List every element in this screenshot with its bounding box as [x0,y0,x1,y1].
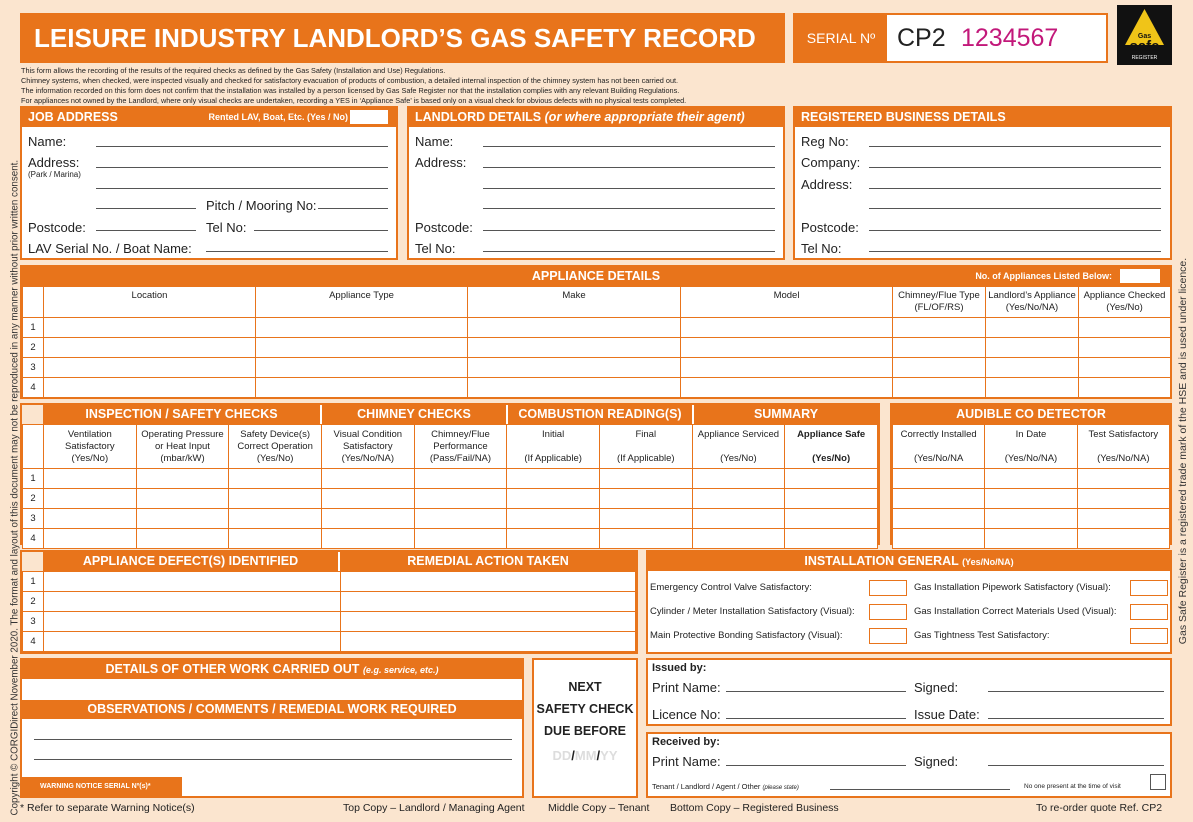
install-item: Gas Installation Pipework Satisfactory (Visual): [914,582,1111,593]
appliance-details-section [20,265,1172,399]
install-input[interactable] [869,628,907,644]
issued-print-label: Print Name: [652,680,721,695]
job-name-field[interactable] [96,146,388,147]
install-input[interactable] [1130,604,1168,620]
table-row: 4 [23,529,878,549]
row-number: 1 [23,318,44,338]
next-check-section [532,658,638,798]
reg-field[interactable] [869,146,1161,147]
issue-date-field[interactable] [988,718,1164,719]
form-title: LEISURE INDUSTRY LANDLORD’S GAS SAFETY RECORD [20,13,785,63]
appliance-count-label: No. of Appliances Listed Below: [975,271,1112,281]
job-address-header: JOB ADDRESS Rented LAV, Boat, Etc. (Yes / No) [22,108,396,127]
install-input[interactable] [1130,628,1168,644]
safety-check-label: SAFETY CHECK [536,702,634,716]
landlord-tel-field[interactable] [483,251,775,252]
received-by-section [646,732,1172,798]
cell[interactable] [468,318,681,338]
intro-line: For appliances not owned by the Landlord, where only visual checks are undertaken, recording a YES in ‘Appliance Safe’ is based only on a visual check for obvious defects with no physical tests completed. [21,96,687,105]
footer-top-copy: Top Copy – Landlord / Managing Agent [343,802,525,814]
cell[interactable] [681,338,893,358]
install-item: Emergency Control Valve Satisfactory: [650,582,812,593]
business-address-label: Address: [801,177,853,192]
business-tel-label: Tel No: [801,241,842,256]
cell[interactable] [44,318,256,338]
chimney-header: CHIMNEY CHECKS [322,405,508,424]
cell[interactable] [893,318,986,338]
install-item: Gas Tightness Test Satisfactory: [914,630,1050,641]
footer-middle-copy: Middle Copy – Tenant [548,802,650,814]
cell[interactable] [1079,318,1171,338]
table-row: 1 [23,469,878,489]
job-tel-field[interactable] [254,230,388,231]
landlord-tel-label: Tel No: [415,241,456,256]
landlord-address-field[interactable] [483,188,775,189]
next-label: NEXT [568,680,602,694]
co-table: Correctly Installed (Yes/No/NA In Date (Yes/No/NA) Test Satisfactory (Yes/No/NA) [892,424,1170,549]
received-signed-field[interactable] [988,765,1164,766]
other-work-header: DETAILS OF OTHER WORK CARRIED OUT (e.g. service, etc.) [22,660,522,679]
row-number: 2 [23,338,44,358]
business-section [793,106,1172,260]
received-print-field[interactable] [726,765,906,766]
col-appliance-type: Appliance Type [256,287,468,318]
company-field[interactable] [869,167,1161,168]
role-label: Tenant / Landlord / Agent / Other (please state) [652,782,799,791]
job-address-section [20,106,398,260]
landlord-header: LANDLORD DETAILS (or where appropriate their agent) [409,108,783,127]
table-row [23,318,1171,338]
received-signed-label: Signed: [914,754,959,769]
col-make: Make [468,287,681,318]
business-postcode-field[interactable] [869,230,1161,231]
observations-header: OBSERVATIONS / COMMENTS / REMEDIAL WORK REQUIRED [22,700,522,719]
install-input[interactable] [869,604,907,620]
trademark-side: Gas Safe Register is a registered trade mark of the HSE and is used under licence. [1177,257,1189,645]
cell[interactable] [986,318,1079,338]
footer-bottom-copy: Bottom Copy – Registered Business [670,802,839,814]
appliance-table [22,286,1171,398]
job-address-label: Address: [28,155,80,170]
park-marina-label: (Park / Marina) [28,170,81,179]
table-row [23,358,1171,378]
table-row [23,378,1171,398]
intro-line: This form allows the recording of the results of the required checks as defined by the Gas Safety (Installation and Use) Regulations. [21,66,446,75]
logo-safe: safe [1129,38,1160,55]
col-model: Model [681,287,893,318]
landlord-postcode-label: Postcode: [415,220,473,235]
issued-print-field[interactable] [726,691,906,692]
defects-table: 1 2 3 4 [22,571,636,652]
job-address-field[interactable] [96,208,196,209]
table-row: 3 [23,509,878,529]
logo-gas: Gas [1137,33,1152,40]
job-postcode-label: Postcode: [28,220,86,235]
serial-prefix: CP2 [897,24,946,52]
col-location: Location [44,287,256,318]
licence-label: Licence No: [652,707,721,722]
defects-section [20,550,638,654]
logo-register: REGISTER [1131,55,1158,61]
intro-line: Chimney systems, when checked, were inspected visually and checked for satisfactory evacuation of products of combustion, a detailed internal inspection of the chimney system has not been carried out. [21,76,679,85]
issued-by-section [646,658,1172,726]
cell[interactable] [1079,338,1171,358]
rented-label: Rented LAV, Boat, Etc. (Yes / No) [208,112,348,122]
co-detector-section [890,403,1172,545]
cell[interactable] [681,318,893,338]
cell[interactable] [1079,358,1171,378]
install-input[interactable] [1130,580,1168,596]
cell[interactable] [256,378,468,398]
pitch-label: Pitch / Mooring No: [206,198,317,213]
cell[interactable] [468,378,681,398]
next-date-field[interactable]: DD/MM/YY [552,748,618,763]
business-address-field[interactable] [869,208,1161,209]
job-postcode-field[interactable] [96,230,196,231]
installation-section [646,550,1172,654]
col-landlord-appliance: Landlord’s Appliance (Yes/No/NA) [986,287,1079,318]
reg-label: Reg No: [801,134,849,149]
licence-field[interactable] [726,718,906,719]
landlord-postcode-field[interactable] [483,230,775,231]
co-detector-header: AUDIBLE CO DETECTOR [892,405,1170,424]
install-item: Cylinder / Meter Installation Satisfactory (Visual): [650,606,855,617]
landlord-address-field[interactable] [483,167,775,168]
install-item: Gas Installation Correct Materials Used (Visual): [914,606,1117,617]
job-tel-label: Tel No: [206,220,247,235]
row-number: 4 [23,378,44,398]
col-flue-type: Chimney/Flue Type (FL/OF/RS) [893,287,986,318]
gas-safe-logo [1117,5,1172,65]
cell[interactable] [44,338,256,358]
issued-signed-label: Signed: [914,680,959,695]
issued-by-label: Issued by: [652,662,707,674]
rented-input[interactable] [350,110,388,124]
copyright-side: Copyright © CORGIDirect November 2020. The format and layout of this document may not be reproduced in any manner without prior written consent. [9,159,21,816]
appliance-count-input[interactable] [1120,269,1160,283]
cell[interactable] [468,358,681,378]
job-address-field[interactable] [96,188,388,189]
no-one-present-checkbox[interactable] [1150,774,1166,790]
business-tel-field[interactable] [869,251,1161,252]
intro-line: The information recorded on this form does not confirm that the installation was installed by a person licensed by Gas Safe Register nor that the installation complies with any relevant Building Regulations. [21,86,680,95]
cell[interactable] [681,358,893,378]
appliance-header: APPLIANCE DETAILS No. of Appliances Listed Below: [22,267,1170,286]
landlord-section [407,106,785,260]
issued-signed-field[interactable] [988,691,1164,692]
serial-box [793,13,1108,63]
inspection-header: INSPECTION / SAFETY CHECKS [43,405,322,424]
lav-label: LAV Serial No. / Boat Name: [28,241,192,256]
received-print-label: Print Name: [652,754,721,769]
col-appliance-checked: Appliance Checked (Yes/No) [1079,287,1171,318]
combustion-header: COMBUSTION READING(S) [508,405,694,424]
cell[interactable] [893,378,986,398]
other-work-field[interactable] [22,679,522,700]
cell[interactable] [986,378,1079,398]
cell[interactable] [44,358,256,378]
cell[interactable] [256,358,468,378]
blank-cell [23,287,44,318]
cell[interactable] [44,378,256,398]
role-field[interactable] [830,789,1010,790]
intro-text [21,66,801,106]
landlord-address-label: Address: [415,155,467,170]
checks-headers [22,405,878,424]
business-address-field[interactable] [869,188,1161,189]
due-before-label: DUE BEFORE [544,724,626,738]
other-work-section [20,658,524,798]
install-item: Main Protective Bonding Satisfactory (Visual): [650,630,843,641]
job-address-field[interactable] [96,167,388,168]
summary-header: SUMMARY [694,405,878,424]
cell[interactable] [986,338,1079,358]
pitch-field[interactable] [318,208,388,209]
footer-reorder: To re-order quote Ref. CP2 [1036,802,1163,814]
business-postcode-label: Postcode: [801,220,859,235]
remedial-header: REMEDIAL ACTION TAKEN [340,552,636,571]
landlord-address-field[interactable] [483,208,775,209]
received-by-label: Received by: [652,736,720,748]
cell[interactable] [468,338,681,358]
checks-col-headers: Ventilation Satisfactory (Yes/No) Operating Pressure or Heat Input (mbar/kW) Safety Device(s) Correct Operation (Yes/No) Visual Condition Satisfactory (Yes/No/NA) Chimney/Flue Performance (Pass/Fail/NA) Initial (If Applicable) Final (If Applicable) Appliance Serviced (Yes/No) Appliance Safe (Yes/No) [23,425,878,469]
checks-table [22,424,878,549]
company-label: Company: [801,155,861,170]
table-row: 2 [23,489,878,509]
serial-label: SERIAL Nº [795,15,887,61]
cell[interactable] [893,338,986,358]
serial-number: 1234567 [961,24,1059,52]
landlord-name-field[interactable] [483,146,775,147]
lav-field[interactable] [206,251,388,252]
install-input[interactable] [869,580,907,596]
no-one-present-label: No one present at the time of visit [1024,783,1121,790]
warning-notice-label: WARNING NOTICE SERIAL Nº(s)* [22,777,182,796]
table-row [23,338,1171,358]
cell[interactable] [986,358,1079,378]
observations-line[interactable] [34,739,512,740]
cell[interactable] [681,378,893,398]
cell[interactable] [893,358,986,378]
landlord-name-label: Name: [415,134,454,149]
footer-note: * Refer to separate Warning Notice(s) [20,802,195,814]
issue-date-label: Issue Date: [914,707,980,722]
row-number: 3 [23,358,44,378]
cell[interactable] [256,338,468,358]
job-name-label: Name: [28,134,67,149]
cell[interactable] [1079,378,1171,398]
cell[interactable] [256,318,468,338]
installation-header: INSTALLATION GENERAL (Yes/No/NA) [648,552,1170,571]
business-header: REGISTERED BUSINESS DETAILS [795,108,1170,127]
checks-section [20,403,880,545]
defects-header: APPLIANCE DEFECT(S) IDENTIFIED [43,552,340,571]
observations-line[interactable] [34,759,512,760]
